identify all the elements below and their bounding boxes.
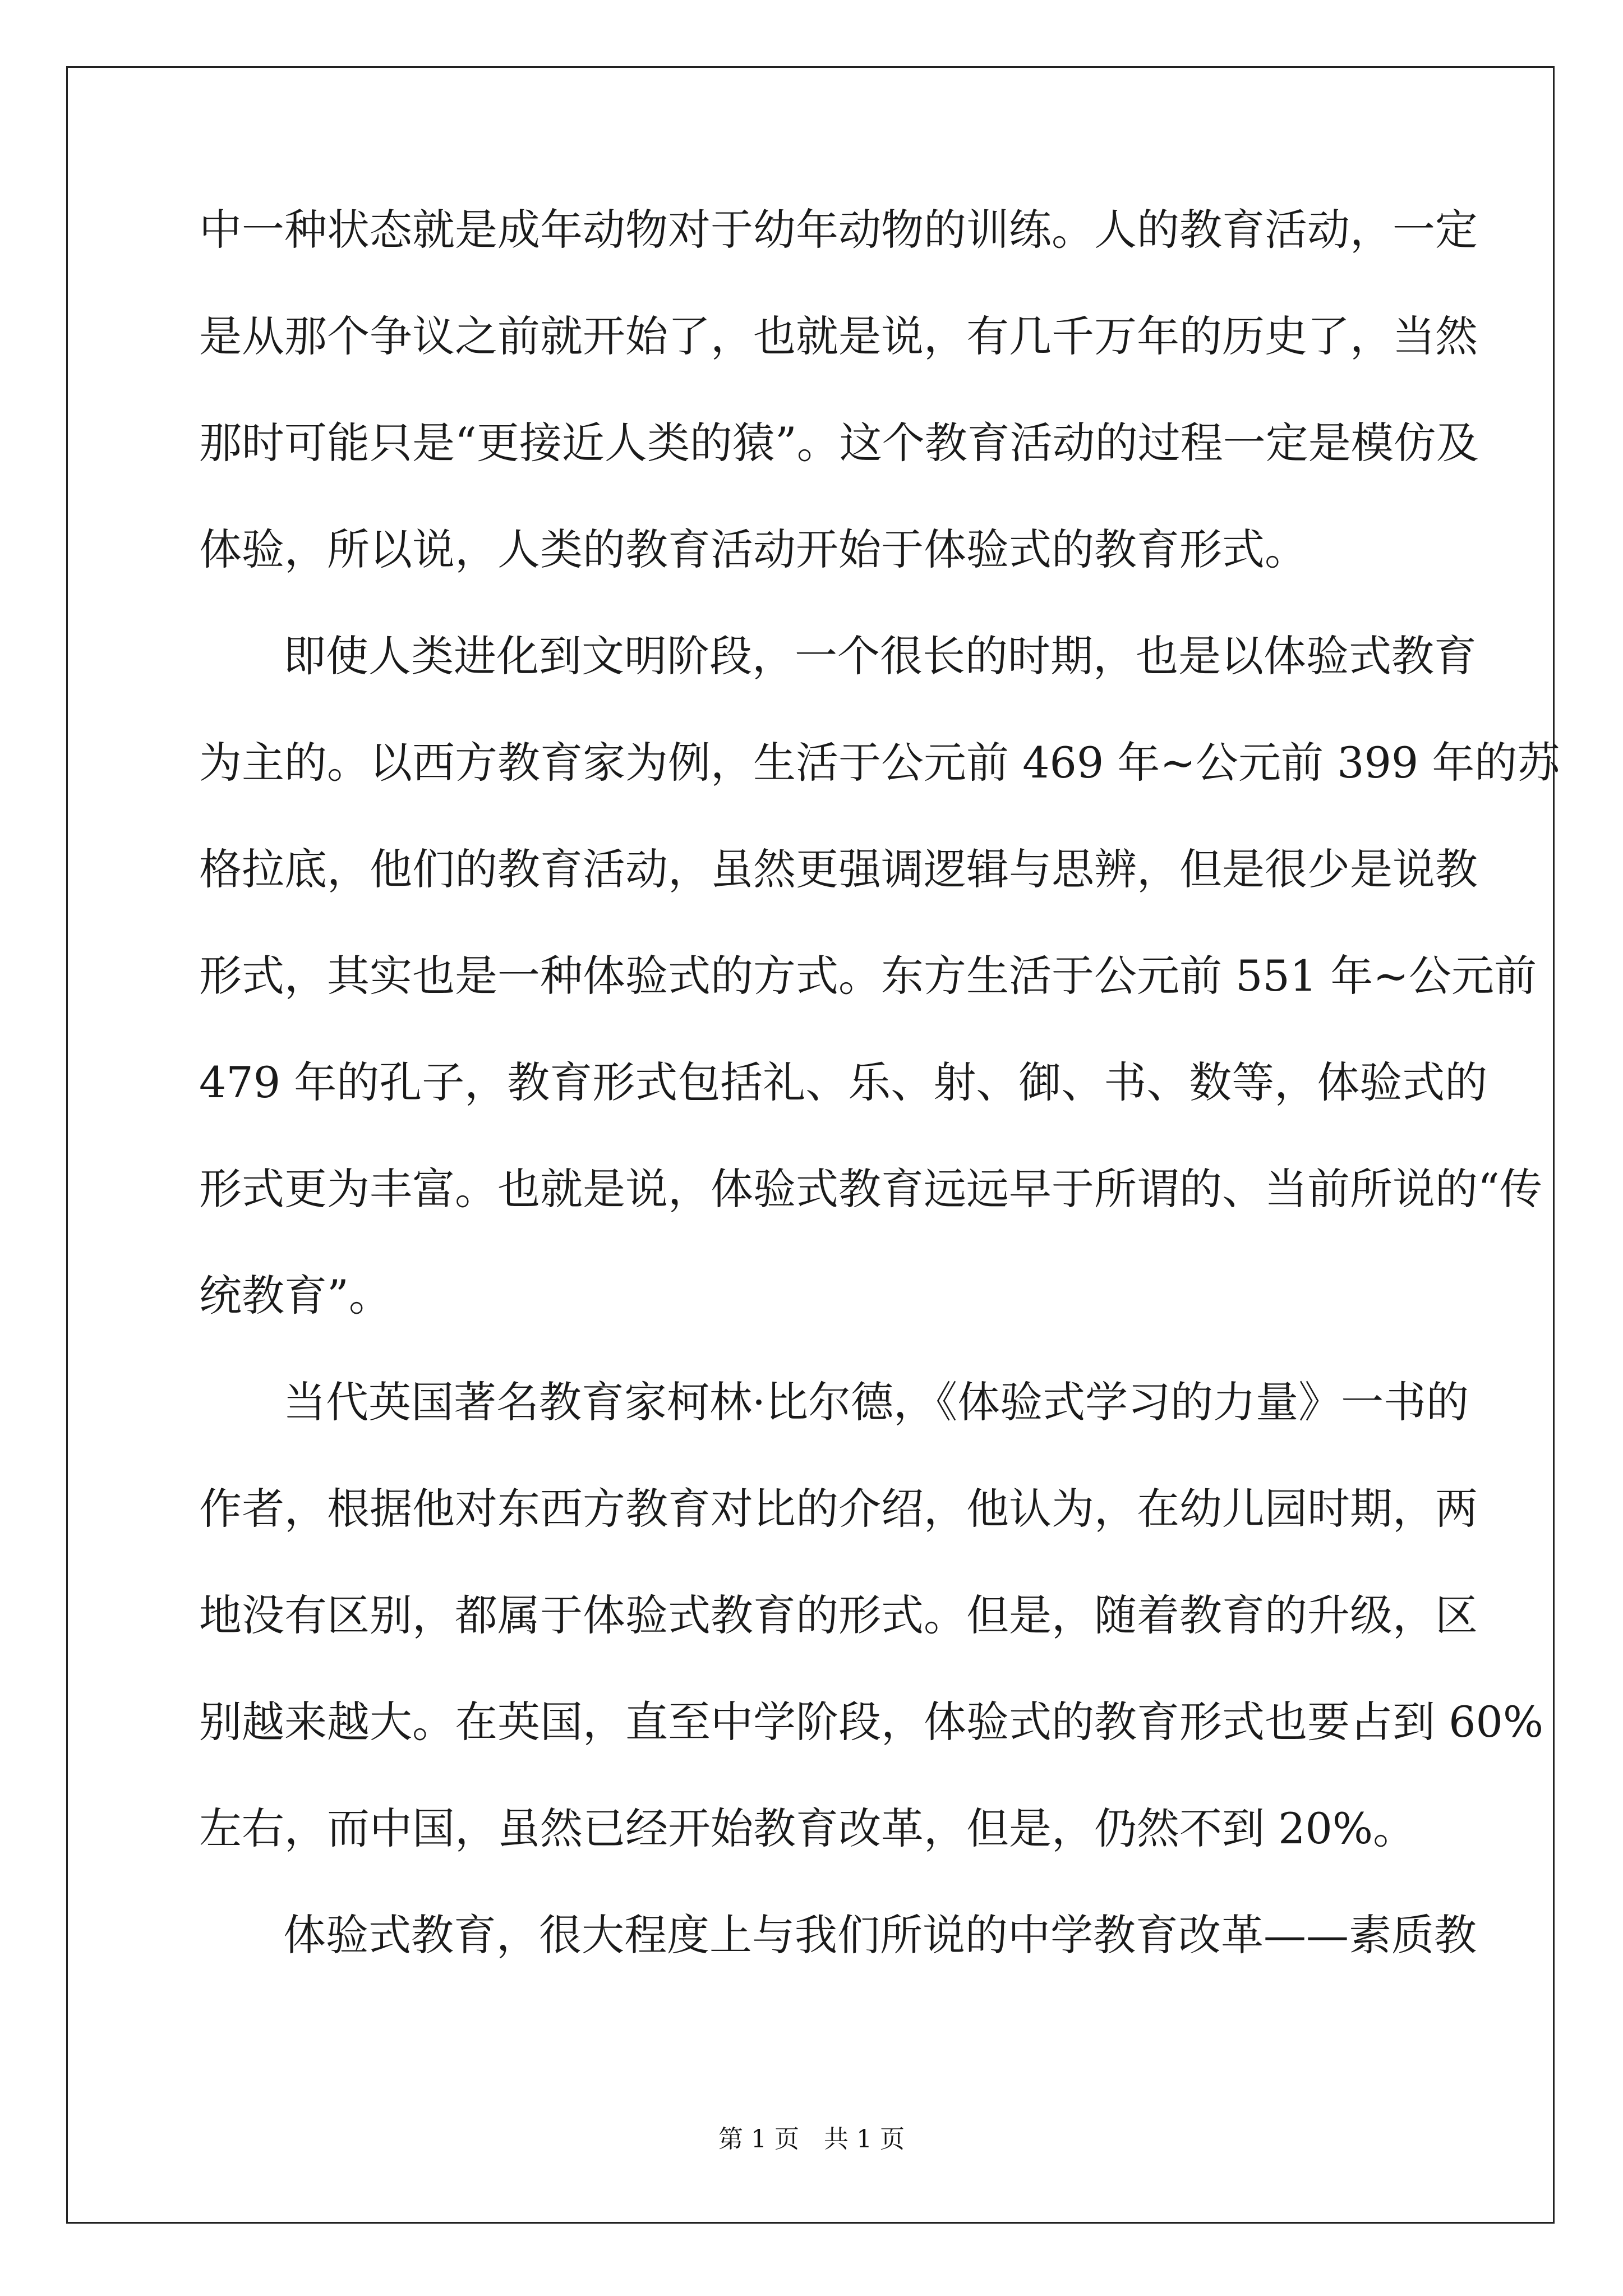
text-line: 形式，其实也是一种体验式的方式。东方生活于公元前 551 年~公元前 xyxy=(199,951,1537,1001)
text-line: 那时可能只是“更接近人类的猿”。这个教育活动的过程一定是模仿及 xyxy=(199,418,1479,468)
text-line: 作者，根据他对东西方教育对比的介绍，他认为，在幼儿园时期，两 xyxy=(199,1484,1478,1534)
text-line: 体验，所以说，人类的教育活动开始于体验式的教育形式。 xyxy=(199,524,1307,574)
text-line: 为主的。以西方教育家为例，生活于公元前 469 年~公元前 399 年的苏 xyxy=(199,738,1560,788)
text-line: 统教育”。 xyxy=(199,1271,391,1320)
text-line: 地没有区别，都属于体验式教育的形式。但是，随着教育的升级，区 xyxy=(199,1590,1478,1640)
text-line: 形式更为丰富。也就是说，体验式教育远远早于所谓的、当前所说的“传 xyxy=(199,1164,1542,1214)
text-line: 中一种状态就是成年动物对于幼年动物的训练。人的教育活动，一定 xyxy=(199,205,1478,255)
text-line: 即使人类进化到文明阶段，一个很长的时期，也是以体验式教育 xyxy=(283,631,1477,681)
text-line: 479 年的孔子，教育形式包括礼、乐、射、御、书、数等，体验式的 xyxy=(199,1057,1488,1107)
document-body xyxy=(199,205,1560,2021)
text-line: 体验式教育，很大程度上与我们所说的中学教育改革——素质教 xyxy=(283,1910,1477,1960)
text-line: 别越来越大。在英国，直至中学阶段，体验式的教育形式也要占到 60% xyxy=(199,1697,1544,1747)
text-line: 左右，而中国，虽然已经开始教育改革，但是，仍然不到 20%。 xyxy=(199,1803,1416,1853)
text-line: 格拉底，他们的教育活动，虽然更强调逻辑与思辨，但是很少是说教 xyxy=(199,844,1478,894)
text-line: 是从那个争议之前就开始了，也就是说，有几千万年的历史了，当然 xyxy=(199,311,1478,361)
page-footer: 第 1 页 共 1 页 xyxy=(718,2125,905,2154)
text-line: 当代英国著名教育家柯林·比尔德，《体验式学习的力量》一书的 xyxy=(283,1377,1469,1427)
